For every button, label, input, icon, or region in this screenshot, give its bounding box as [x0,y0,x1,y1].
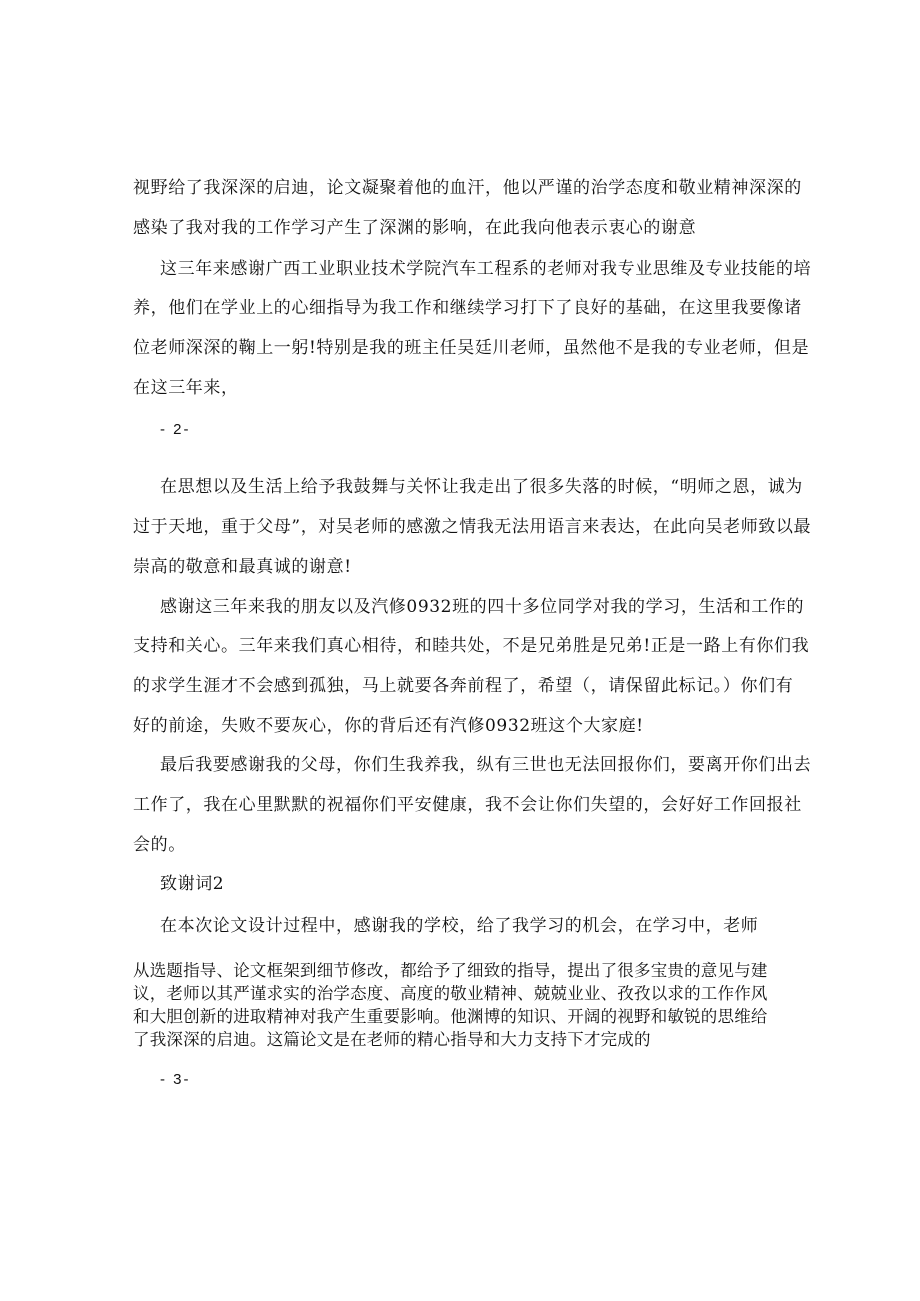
paragraph-7-line-4: 了我深深的启迪。这篇论文是在老师的精心指导和大力支持下才完成的 [133,1030,651,1049]
paragraph-7-line-2: 议，老师以其严谨求实的治学态度、高度的敬业精神、兢兢业业、孜孜以求的工作作风 [133,984,768,1003]
section-heading: 致谢词2 [160,874,225,894]
paragraph-7-line-1: 从选题指导、论文框架到细节修改，都给予了细致的指导，提出了很多宝贵的意见与建 [133,961,768,980]
paragraph-3-line-1: 在思想以及生活上给予我鼓舞与关怀让我走出了很多失落的时候，“明师之恩，诚为 [160,477,803,497]
paragraph-4-line-4: 好的前途，失败不要灰心，你的背后还有汽修0932班这个大家庭! [133,716,644,736]
paragraph-5-line-2: 工作了，我在心里默默的祝福你们平安健康，我不会让你们失望的，会好好工作回报社 [133,795,802,815]
paragraph-2-line-3: 位老师深深的鞠上一躬!特别是我的班主任吴廷川老师，虽然他不是我的专业老师，但是 [133,338,810,358]
paragraph-1-line-1: 视野给了我深深的启迪，论文凝聚着他的血汗，他以严谨的治学态度和敬业精神深深的 [133,178,802,198]
paragraph-5-line-3: 会的。 [133,835,186,855]
page-number: - 3- [160,1071,191,1088]
paragraph-2-line-2: 养，他们在学业上的心细指导为我工作和继续学习打下了良好的基础，在这里我要像诸 [133,298,802,318]
paragraph-4-line-3: 的求学生涯才不会感到孤独，马上就要各奔前程了，希望（，请保留此标记。）你们有 [133,676,794,696]
paragraph-3-line-3: 崇高的敬意和最真诚的谢意! [133,557,352,577]
paragraph-2-line-1: 这三年来感谢广西工业职业技术学院汽车工程系的老师对我专业思维及专业技能的培 [160,259,812,279]
paragraph-5-line-1: 最后我要感谢我的父母，你们生我养我，纵有三世也无法回报你们，要离开你们出去 [160,755,812,775]
paragraph-6-line-1: 在本次论文设计过程中，感谢我的学校，给了我学习的机会，在学习中，老师 [160,916,759,936]
page-number: - 2- [160,421,191,438]
paragraph-4-line-1: 感谢这三年来我的朋友以及汽修0932班的四十多位同学对我的学习，生活和工作的 [160,597,805,617]
paragraph-3-line-2: 过于天地，重于父母”，对吴老师的感激之情我无法用语言来表达，在此向吴老师致以最 [133,517,812,537]
paragraph-7-line-3: 和大胆创新的进取精神对我产生重要影响。他渊博的知识、开阔的视野和敏锐的思维给 [133,1007,768,1026]
paragraph-4-line-2: 支持和关心。三年来我们真心相待，和睦共处，不是兄弟胜是兄弟!正是一路上有你们我 [133,636,810,656]
paragraph-1-line-2: 感染了我对我的工作学习产生了深渊的影响，在此我向他表示衷心的谢意 [133,218,697,238]
paragraph-2-line-4: 在这三年来， [133,378,239,398]
